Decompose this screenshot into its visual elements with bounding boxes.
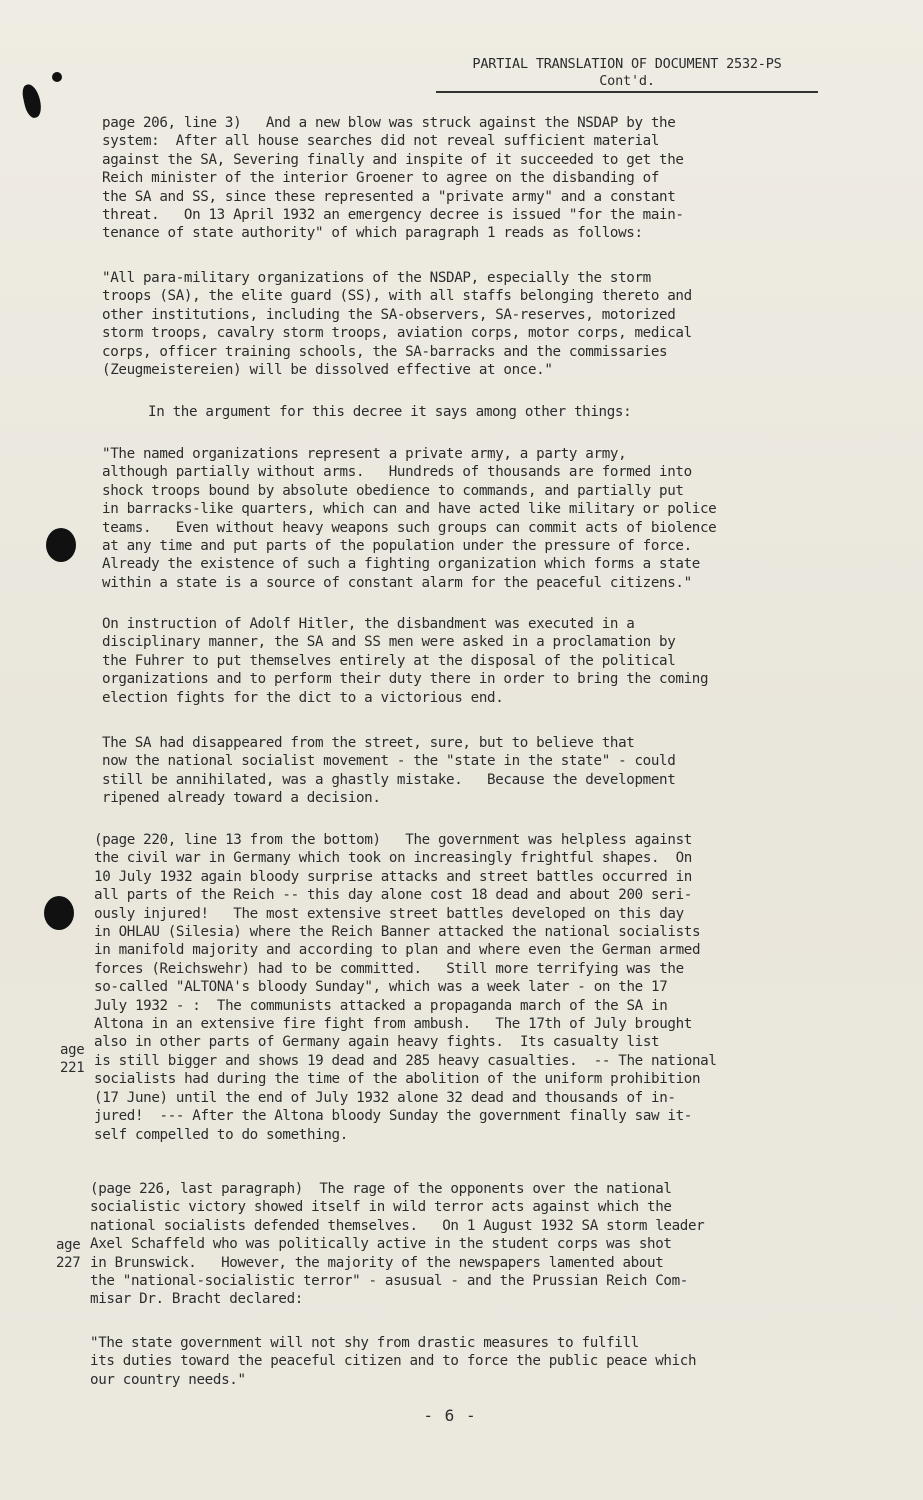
- punch-mark: [21, 83, 44, 120]
- paragraph-page-206: page 206, line 3) And a new blow was struck against the NSDAP by the system: After all house searches did not reveal sufficient material against the SA, Severing finally and inspite of it succeeded to get the Reich minister of the interior Groener to agree on the disbanding of the SA and SS, since these represented a "private army" and a constant threat. On 13 April 1932 an emergency decree is issued "for the main- tenance of state authority" of which paragraph 1 reads as follows:: [102, 115, 684, 242]
- paragraph-hitler-instruction: On instruction of Adolf Hitler, the disbandment was executed in a disciplinary manner, the SA and SS men were asked in a proclamation by the Fuhrer to put themselves entirely at the disposal of the political organizations and to perform their duty there in order to bring the coming election fights for the dict to a victorious end.: [102, 616, 709, 706]
- paragraph-argument-quote: "The named organizations represent a private army, a party army, although partially without arms. Hundreds of thousands are formed into shock troops bound by absolute obedience to commands, and partially put in barracks-like quarters, which can and have acted like military or police teams. Even without heavy weapons such groups can commit acts of biolence at any time and put parts of the population under the pressure of force. Already the existence of such a fighting organization which forms a state within a state is a source of constant alarm for the peaceful citizens.": [102, 446, 717, 591]
- header-title: PARTIAL TRANSLATION OF DOCUMENT 2532-PS: [472, 56, 782, 72]
- paragraph-sa-disappeared: The SA had disappeared from the street, sure, but to believe that now the national socialist movement - the "state in the state" - could still be annihilated, was a ghastly mistake. Because the development ripened already toward a decision.: [102, 735, 676, 807]
- paragraph-page-220: (page 220, line 13 from the bottom) The government was helpless against the civil war in Germany which took on increasingly frightful shapes. On 10 July 1932 again bloody surprise attacks and street battles occurred in all parts of the Reich -- this day alone cost 18 dead and about 200 seri- ously injured! The most extensive street battles developed on this day in OHLAU (Silesia) where the Reich Banner attacked the national socialists in manifold majority and according to plan and where even the German armed forces (Reichswehr) had to be committed. Still more terrifying was the so-called "ALTONA's bloody Sunday", which was a week later - on the 17 July 1932 - : The communists attacked a propaganda march of the SA in Altona in an extensive fire fight from ambush. The 17th of July brought also in other parts of Germany again heavy fights. Its casualty list is still bigger and shows 19 dead and 285 heavy casualties. -- The national socialists had during the time of the abolition of the uniform prohibition (17 June) until the end of July 1932 alone 32 dead and thousands of in- jured! --- After the Altona bloody Sunday the government finally saw it- self compelled to do something.: [94, 832, 717, 1143]
- margin-note-page-227: age 227: [56, 1237, 81, 1272]
- document-header: [436, 56, 818, 90]
- header-continued: Cont'd.: [599, 73, 655, 89]
- punch-hole-upper: [46, 528, 76, 562]
- paragraph-argument-intro: In the argument for this decree it says among other things:: [148, 404, 632, 420]
- header-rule: [436, 91, 818, 93]
- paragraph-page-226: (page 226, last paragraph) The rage of the opponents over the national socialistic victory showed itself in wild terror acts against which the national socialists defended themselves. On 1 August 1932 SA storm leader Axel Schaffeld who was politically active in the student corps was shot in Brunswick. However, the majority of the newspapers lamented about the "national-socialistic terror" - asusual - and the Prussian Reich Com- misar Dr. Bracht declared:: [90, 1181, 705, 1308]
- punch-mark-tail: [52, 72, 62, 82]
- page-number: - 6 -: [423, 1406, 477, 1425]
- punch-hole-lower: [44, 896, 74, 930]
- margin-note-page-221: age 221: [60, 1042, 85, 1077]
- paragraph-decree-quote: "All para-military organizations of the NSDAP, especially the storm troops (SA), the elite guard (SS), with all staffs belonging thereto and other institutions, including the SA-observers, SA-reserves, motorized storm troops, cavalry storm troops, aviation corps, motor corps, medical corps, officer training schools, the SA-barracks and the commissaries (Zeugmeistereien) will be dissolved effective at once.": [102, 270, 692, 379]
- paragraph-state-government-quote: "The state government will not shy from drastic measures to fulfill its duties toward the peaceful citizen and to force the public peace which our country needs.": [90, 1335, 697, 1388]
